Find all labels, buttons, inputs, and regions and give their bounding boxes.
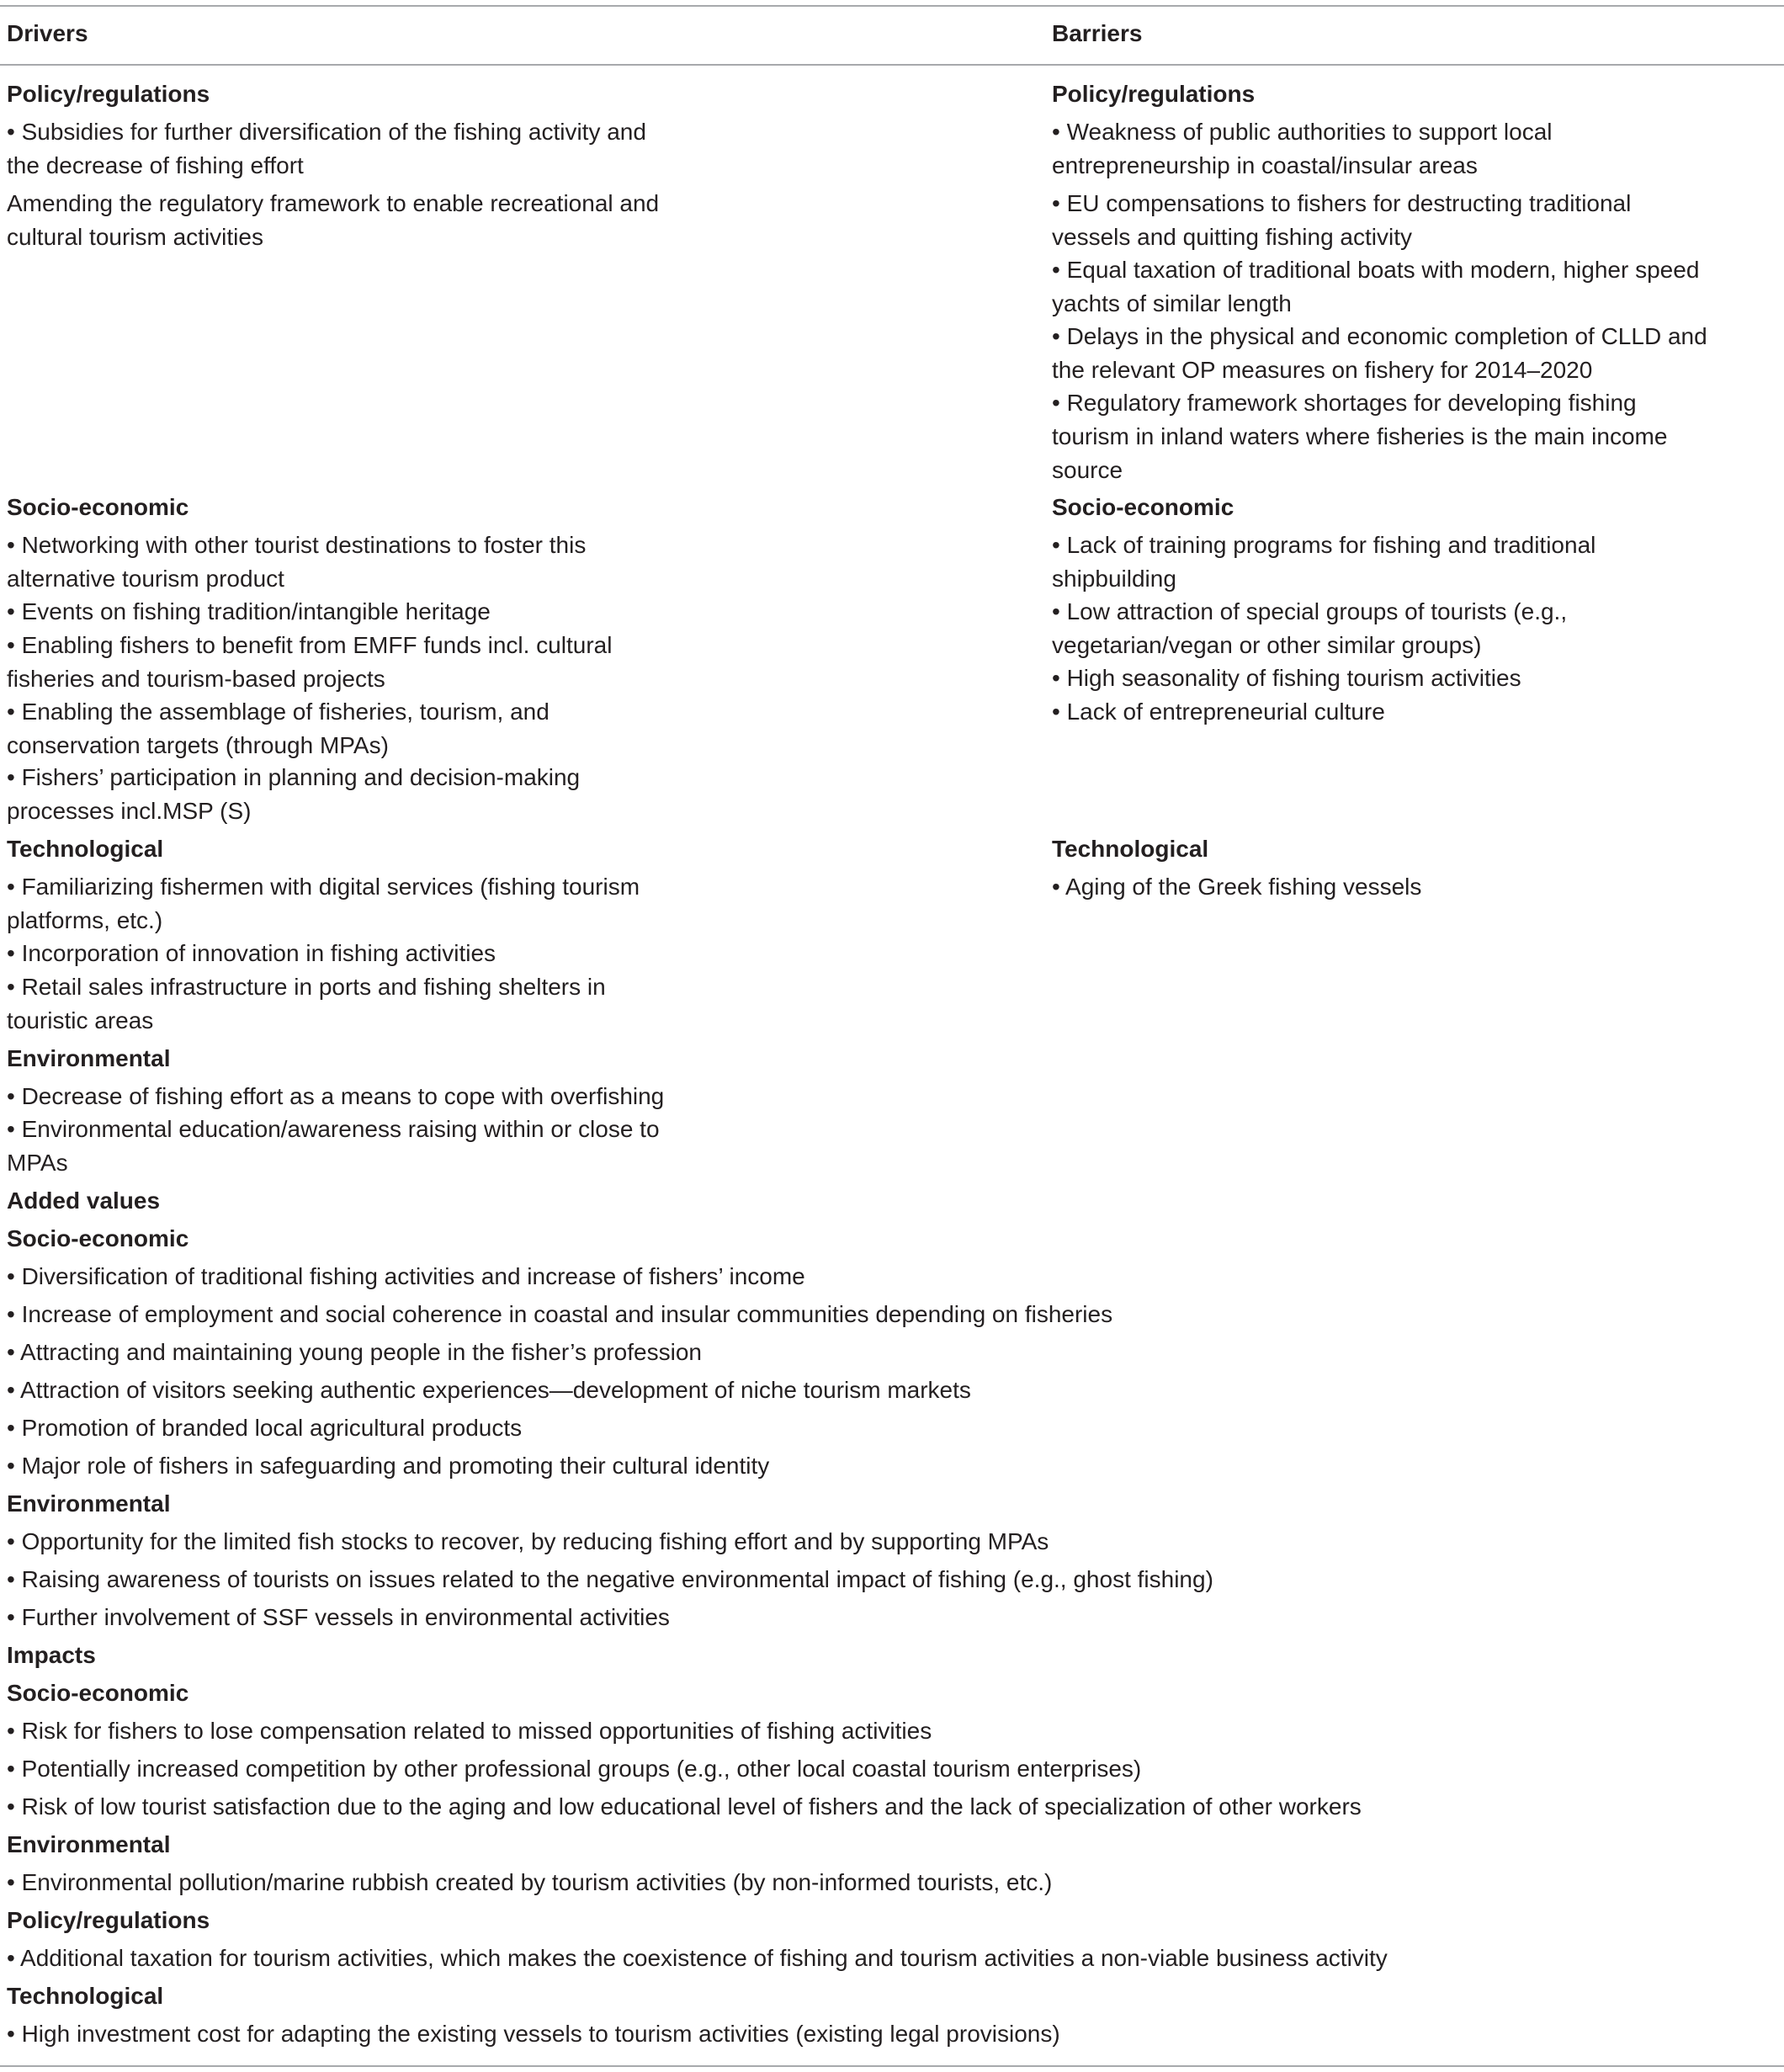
added-values-heading-socio: Socio-economic — [7, 1225, 189, 1251]
added-value-item: • Promotion of branded local agricultural products — [7, 1415, 523, 1441]
drivers-item: Amending the regulatory framework to enable recreational and cultural tourism activities — [7, 190, 660, 250]
table-bottom-rule — [0, 2065, 1784, 2067]
impact-item: • Additional taxation for tourism activities, which makes the coexistence of fishing and tourism activities a non-viable business activity — [7, 1945, 1388, 1971]
added-values-heading-env: Environmental — [7, 1490, 171, 1517]
drivers-heading-tech: Technological — [7, 836, 164, 862]
header-drivers: Drivers — [7, 20, 88, 46]
impacts-heading-tech: Technological — [7, 1983, 164, 2009]
drivers-item: • Events on fishing tradition/intangible heritage — [7, 598, 491, 624]
barriers-item: • Low attraction of special groups of tourists (e.g., vegetarian/vegan or other similar groups) — [1052, 598, 1568, 658]
impact-item: • Potentially increased competition by other professional groups (e.g., other local coastal tourism enterprises) — [7, 1756, 1142, 1782]
added-value-item: • Attraction of visitors seeking authentic experiences—development of niche tourism markets — [7, 1377, 971, 1403]
drivers-item: • Familiarizing fishermen with digital services (fishing tourism platforms, etc.) — [7, 874, 640, 933]
barriers-item: • EU compensations to fishers for destructing traditional vessels and quitting fishing activity — [1052, 190, 1632, 250]
added-value-item: • Opportunity for the limited fish stocks to recover, by reducing fishing effort and by supporting MPAs — [7, 1528, 1049, 1554]
added-value-item: • Raising awareness of tourists on issues related to the negative environmental impact of fishing (e.g., ghost fishing) — [7, 1566, 1213, 1592]
impact-item: • Risk of low tourist satisfaction due to the aging and low educational level of fishers and the lack of specialization of other workers — [7, 1793, 1362, 1820]
impact-item: • High investment cost for adapting the existing vessels to tourism activities (existing legal provisions) — [7, 2021, 1060, 2047]
added-value-item: • Diversification of traditional fishing activities and increase of fishers’ income — [7, 1263, 805, 1289]
drivers-item: • Subsidies for further diversification of the fishing activity and the decrease of fishing effort — [7, 119, 646, 178]
barriers-item: • Delays in the physical and economic completion of CLLD and the relevant OP measures on fishery for 2014–2020 — [1052, 323, 1707, 383]
added-value-item: • Major role of fishers in safeguarding and promoting their cultural identity — [7, 1453, 770, 1479]
barriers-item: • High seasonality of fishing tourism activities — [1052, 665, 1521, 691]
drivers-item: • Decrease of fishing effort as a means to cope with overfishing — [7, 1083, 665, 1109]
drivers-item: • Enabling fishers to benefit from EMFF funds incl. cultural fisheries and tourism-based projects — [7, 632, 613, 692]
header-barriers: Barriers — [1052, 20, 1143, 46]
added-value-item: • Attracting and maintaining young people in the fisher’s profession — [7, 1339, 702, 1365]
barriers-item: • Lack of entrepreneurial culture — [1052, 699, 1385, 725]
impacts-heading-policy: Policy/regulations — [7, 1907, 210, 1933]
barriers-item: • Lack of training programs for fishing and traditional shipbuilding — [1052, 532, 1596, 592]
impacts-title: Impacts — [7, 1642, 96, 1668]
drivers-item: • Incorporation of innovation in fishing activities — [7, 940, 496, 966]
impacts-heading-env: Environmental — [7, 1831, 171, 1857]
barriers-item: • Weakness of public authorities to support local entrepreneurship in coastal/insular areas — [1052, 119, 1553, 178]
barriers-heading-socio: Socio-economic — [1052, 494, 1234, 520]
drivers-item: • Retail sales infrastructure in ports and fishing shelters in touristic areas — [7, 974, 606, 1033]
table-top-rule — [0, 5, 1784, 7]
drivers-heading-env: Environmental — [7, 1045, 171, 1071]
added-value-item: • Further involvement of SSF vessels in environmental activities — [7, 1604, 670, 1630]
added-values-title: Added values — [7, 1187, 161, 1214]
drivers-item: • Environmental education/awareness raising within or close to MPAs — [7, 1116, 660, 1176]
barriers-item: • Regulatory framework shortages for developing fishing tourism in inland waters where fisheries is the main income source — [1052, 390, 1668, 483]
barriers-heading-tech: Technological — [1052, 836, 1209, 862]
drivers-item: • Fishers’ participation in planning and decision-making processes incl.MSP (S) — [7, 764, 581, 824]
drivers-item: • Enabling the assemblage of fisheries, tourism, and conservation targets (through MPAs) — [7, 699, 550, 758]
barriers-item: • Equal taxation of traditional boats with modern, higher speed yachts of similar length — [1052, 257, 1700, 316]
barriers-item: • Aging of the Greek fishing vessels — [1052, 874, 1422, 900]
drivers-heading-policy: Policy/regulations — [7, 81, 210, 107]
added-value-item: • Increase of employment and social coherence in coastal and insular communities depending on fisheries — [7, 1301, 1113, 1327]
impact-item: • Environmental pollution/marine rubbish created by tourism activities (by non-informed tourists, etc.) — [7, 1869, 1053, 1895]
drivers-item: • Networking with other tourist destinations to foster this alternative tourism product — [7, 532, 587, 592]
header-bottom-rule — [0, 64, 1784, 66]
impact-item: • Risk for fishers to lose compensation related to missed opportunities of fishing activities — [7, 1718, 932, 1744]
drivers-heading-socio: Socio-economic — [7, 494, 189, 520]
barriers-heading-policy: Policy/regulations — [1052, 81, 1256, 107]
impacts-heading-socio: Socio-economic — [7, 1680, 189, 1706]
